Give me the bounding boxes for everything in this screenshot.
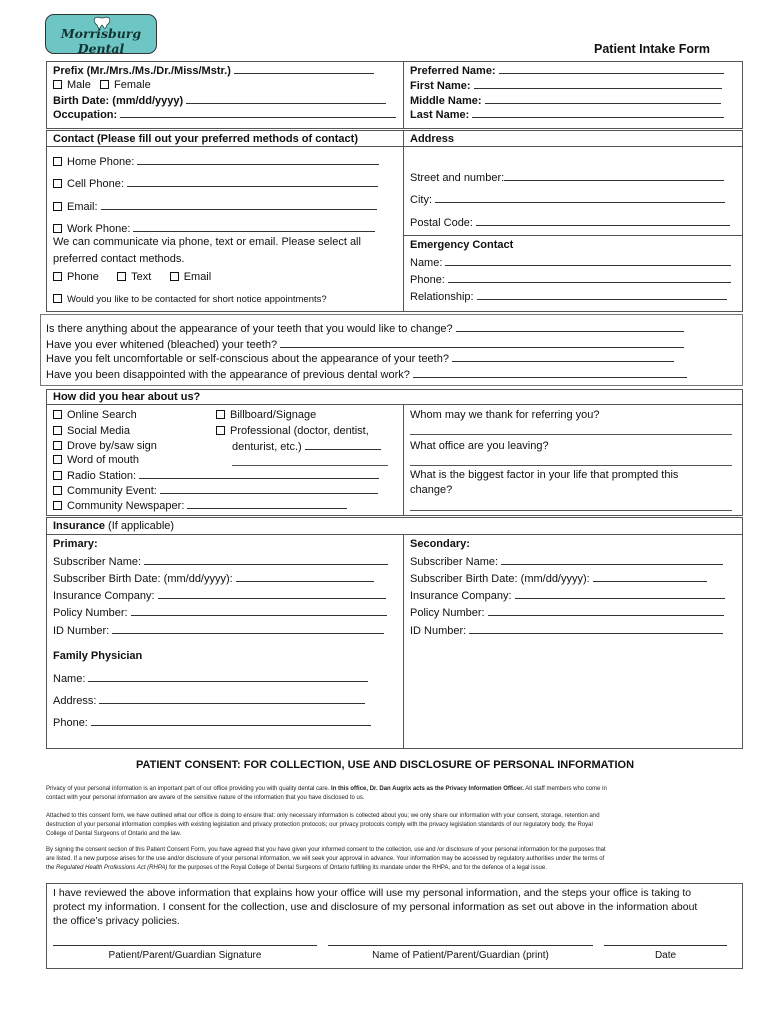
thank-answer-line[interactable] bbox=[410, 434, 732, 435]
consent-paragraph-3: By signing the consent section of this Patient Consent Form, you have agreed that you have given your informed consent to the collection, use and /or disclosure of your personal information for the purposes that bbox=[46, 847, 606, 853]
female-checkbox[interactable] bbox=[100, 80, 109, 89]
clinic-logo bbox=[45, 14, 157, 54]
physician-phone-field[interactable]: Phone: bbox=[53, 716, 371, 730]
contact-note-line2: preferred contact methods. bbox=[53, 253, 185, 265]
birth-date-field[interactable]: Birth Date: (mm/dd/yyyy) bbox=[53, 94, 386, 108]
primary-subscriber-birth[interactable]: Subscriber Birth Date: (mm/dd/yyyy): bbox=[53, 572, 374, 586]
factor-question-line1: What is the biggest factor in your life that prompted this bbox=[410, 469, 679, 481]
physician-header: Family Physician bbox=[53, 650, 143, 662]
print-name-line[interactable] bbox=[328, 945, 593, 946]
consent-paragraph-1: Privacy of your personal information is an important part of our office providing you with quality dental care. In this office, Dr. Dan Augrix acts as the Privacy Information Officer. All staff members who come in bbox=[46, 786, 607, 792]
email-field[interactable]: Email: bbox=[53, 200, 377, 214]
emergency-header: Emergency Contact bbox=[410, 239, 514, 251]
contact-text-label: Text bbox=[131, 271, 152, 283]
billboard-option[interactable]: Billboard/Signage bbox=[216, 409, 316, 422]
secondary-subscriber-name[interactable]: Subscriber Name: bbox=[410, 555, 723, 569]
print-name-label: Name of Patient/Parent/Guardian (print) bbox=[372, 950, 549, 961]
appearance-q4[interactable]: Have you been disappointed with the appearance of previous dental work? bbox=[46, 368, 687, 382]
preferred-name-field[interactable]: Preferred Name: bbox=[410, 64, 724, 78]
consent-title: PATIENT CONSENT: FOR COLLECTION, USE AND DISCLOSURE OF PERSONAL INFORMATION bbox=[135, 759, 635, 771]
secondary-insurance-company[interactable]: Insurance Company: bbox=[410, 589, 725, 603]
factor-answer-line[interactable] bbox=[410, 510, 732, 511]
contact-email-checkbox[interactable] bbox=[170, 272, 179, 281]
insurance-note: (If applicable) bbox=[108, 520, 175, 532]
secondary-policy-number[interactable]: Policy Number: bbox=[410, 606, 724, 620]
thank-question: Whom may we thank for referring you? bbox=[410, 409, 600, 421]
appearance-q1[interactable]: Is there anything about the appearance of your teeth that you would like to change? bbox=[46, 322, 684, 336]
cell-phone-field[interactable]: Cell Phone: bbox=[53, 177, 378, 191]
female-label: Female bbox=[114, 79, 151, 91]
relationship-field[interactable]: Relationship: bbox=[410, 290, 727, 304]
online-search-option[interactable]: Online Search bbox=[53, 409, 137, 422]
secondary-id-number[interactable]: ID Number: bbox=[410, 624, 723, 638]
short-notice-option[interactable]: Would you like to be contacted for short notice appointments? bbox=[53, 293, 327, 306]
primary-id-number[interactable]: ID Number: bbox=[53, 624, 384, 638]
last-name-field[interactable]: Last Name: bbox=[410, 108, 724, 122]
contact-note-line1: We can communicate via phone, text or email. Please select all bbox=[53, 236, 361, 248]
contact-phone-checkbox[interactable] bbox=[53, 272, 62, 281]
professional-option[interactable]: Professional (doctor, dentist, bbox=[216, 425, 369, 438]
logo-text: Morrisburg Dental bbox=[60, 26, 142, 56]
middle-name-field[interactable]: Middle Name: bbox=[410, 94, 721, 108]
statement-line3: the office’s privacy policies. bbox=[53, 915, 180, 927]
social-media-option[interactable]: Social Media bbox=[53, 425, 130, 438]
date-label: Date bbox=[654, 950, 677, 961]
physician-address-field[interactable]: Address: bbox=[53, 694, 365, 708]
street-field[interactable]: Street and number: bbox=[410, 171, 724, 185]
signature-line[interactable] bbox=[53, 945, 317, 946]
secondary-subscriber-birth[interactable]: Subscriber Birth Date: (mm/dd/yyyy): bbox=[410, 572, 707, 586]
office-answer-line[interactable] bbox=[410, 465, 732, 466]
appearance-q2[interactable]: Have you ever whitened (bleached) your teeth? bbox=[46, 338, 684, 352]
contact-email-label: Email bbox=[183, 271, 212, 283]
referral-header: How did you hear about us? bbox=[53, 391, 201, 403]
community-event-option[interactable]: Community Event: bbox=[53, 484, 378, 498]
primary-subscriber-name[interactable]: Subscriber Name: bbox=[53, 555, 388, 569]
address-header: Address bbox=[410, 133, 455, 145]
secondary-header: Secondary: bbox=[410, 538, 470, 550]
emergency-phone-field[interactable]: Phone: bbox=[410, 273, 731, 287]
male-label: Male bbox=[67, 79, 91, 91]
first-name-field[interactable]: First Name: bbox=[410, 79, 722, 93]
postal-code-field[interactable]: Postal Code: bbox=[410, 216, 730, 230]
male-checkbox[interactable] bbox=[53, 80, 62, 89]
physician-name-field[interactable]: Name: bbox=[53, 672, 368, 686]
radio-station-option[interactable]: Radio Station: bbox=[53, 469, 379, 483]
form-title: Patient Intake Form bbox=[594, 42, 710, 56]
prefix-field[interactable]: Prefix (Mr./Mrs./Ms./Dr./Miss/Mstr.) bbox=[53, 64, 374, 78]
emergency-name-field[interactable]: Name: bbox=[410, 256, 731, 270]
community-newspaper-option[interactable]: Community Newspaper: bbox=[53, 499, 347, 513]
appearance-q3[interactable]: Have you felt uncomfortable or self-conscious about the appearance of your teeth? bbox=[46, 352, 674, 366]
statement-line1: I have reviewed the above information that explains how your office will use my personal information, and the steps your office is taking to bbox=[53, 887, 692, 899]
drove-by-option[interactable]: Drove by/saw sign bbox=[53, 440, 157, 453]
home-phone-field[interactable]: Home Phone: bbox=[53, 155, 379, 169]
primary-insurance-company[interactable]: Insurance Company: bbox=[53, 589, 386, 603]
office-question: What office are you leaving? bbox=[410, 440, 549, 452]
contact-header: Contact (Please fill out your preferred methods of contact) bbox=[53, 133, 358, 145]
city-field[interactable]: City: bbox=[410, 193, 725, 207]
statement-line2: protect my information. I consent for the collection, use and disclosure of my personal information as set out above in the information about bbox=[53, 901, 698, 913]
primary-header: Primary: bbox=[53, 538, 98, 550]
occupation-field[interactable]: Occupation: bbox=[53, 108, 396, 122]
insurance-header: Insurance bbox=[53, 520, 105, 532]
professional-field[interactable]: denturist, etc.) bbox=[232, 440, 381, 454]
word-of-mouth-option[interactable]: Word of mouth bbox=[53, 454, 139, 467]
consent-paragraph-2: Attached to this consent form, we have outlined what our office is doing to ensure that: only necessary information is collected about you; we only share our information with your consent, storage, retention and bbox=[46, 813, 600, 819]
factor-question-line2: change? bbox=[410, 484, 453, 496]
date-line[interactable] bbox=[604, 945, 727, 946]
primary-policy-number[interactable]: Policy Number: bbox=[53, 606, 387, 620]
contact-phone-label: Phone bbox=[67, 271, 99, 283]
contact-text-checkbox[interactable] bbox=[117, 272, 126, 281]
work-phone-field[interactable]: Work Phone: bbox=[53, 222, 375, 236]
signature-label: Patient/Parent/Guardian Signature bbox=[108, 950, 262, 961]
